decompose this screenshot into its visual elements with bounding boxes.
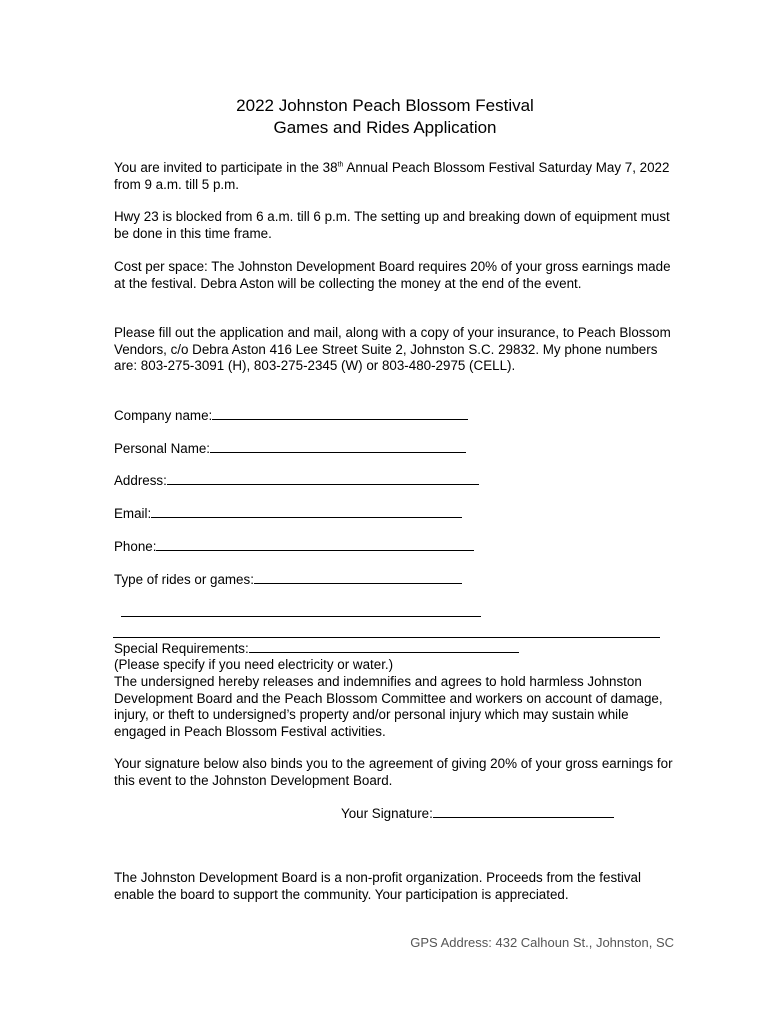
- signature-line[interactable]: [433, 805, 614, 818]
- email-label: Email:: [114, 506, 152, 521]
- rides-games-extra-field: [121, 604, 481, 621]
- company-name-label: Company name:: [114, 408, 213, 423]
- cost-notice: Cost per space: The Johnston Development Board requires 20% of your gross earnings made at the festival. Debra Aston will be collecting the money at the end of the event.: [114, 259, 671, 291]
- nonprofit-paragraph: The Johnston Development Board is a non-profit organization. Proceeds from the festival enable the board to support the community. Your participation is appreciated.: [114, 870, 641, 902]
- release-paragraph: The undersigned hereby releases and indemnifies and agrees to hold harmless Johnston Development Board and the Peach Blossom Committee and workers on account of damage, injury, or theft to undersigned’s property and/or personal injury which may sustain while engaged in Peach Blossom Festival activities.: [114, 674, 663, 739]
- address-label: Address:: [114, 473, 167, 488]
- page-subtitle: Games and Rides Application: [273, 118, 497, 137]
- special-requirements-field: [114, 640, 519, 657]
- signature-label: Your Signature:: [341, 806, 433, 821]
- phone-line[interactable]: [156, 538, 474, 551]
- company-name-field: [114, 407, 468, 424]
- rides-games-label: Type of rides or games:: [114, 572, 254, 587]
- signature-binding-paragraph: Your signature below also binds you to the agreement of giving 20% of your gross earnings for this event to the Johnston Development Board.: [114, 756, 673, 788]
- highway-notice: Hwy 23 is blocked from 6 a.m. till 6 p.m. The setting up and breaking down of equipment must be done in this time frame.: [114, 209, 670, 241]
- special-requirements-note: (Please specify if you need electricity or water.): [114, 657, 394, 672]
- special-requirements-label: Special Requirements:: [114, 641, 249, 656]
- section-divider: [113, 637, 660, 638]
- rides-games-line[interactable]: [254, 571, 462, 584]
- rides-games-extra-line[interactable]: [121, 604, 481, 617]
- personal-name-line[interactable]: [210, 440, 466, 453]
- email-line[interactable]: [151, 505, 462, 518]
- personal-name-label: Personal Name:: [114, 441, 211, 456]
- intro-paragraph: You are invited to participate in the 38th Annual Peach Blossom Festival Saturday May 7, 2022 from 9 a.m. till 5 p.m.: [114, 160, 670, 192]
- phone-label: Phone:: [114, 539, 157, 554]
- gps-address: GPS Address: 432 Calhoun St., Johnston, SC: [410, 935, 674, 950]
- address-field: [114, 472, 479, 489]
- phone-field: [114, 538, 474, 555]
- page-title: 2022 Johnston Peach Blossom Festival: [236, 96, 534, 115]
- mail-notice: Please fill out the application and mail, along with a copy of your insurance, to Peach Blossom Vendors, c/o Debra Aston 416 Lee Street Suite 2, Johnston S.C. 29832. My phone numbers are: 803-275-3091 (H), 803-275-2345 (W) or 803-480-2975 (CELL).: [114, 325, 671, 374]
- special-requirements-line[interactable]: [249, 640, 519, 653]
- email-field: [114, 505, 462, 522]
- company-name-line[interactable]: [212, 407, 468, 420]
- rides-games-field: [114, 571, 462, 588]
- address-line[interactable]: [167, 472, 479, 485]
- signature-field: [341, 805, 614, 822]
- personal-name-field: [114, 440, 466, 457]
